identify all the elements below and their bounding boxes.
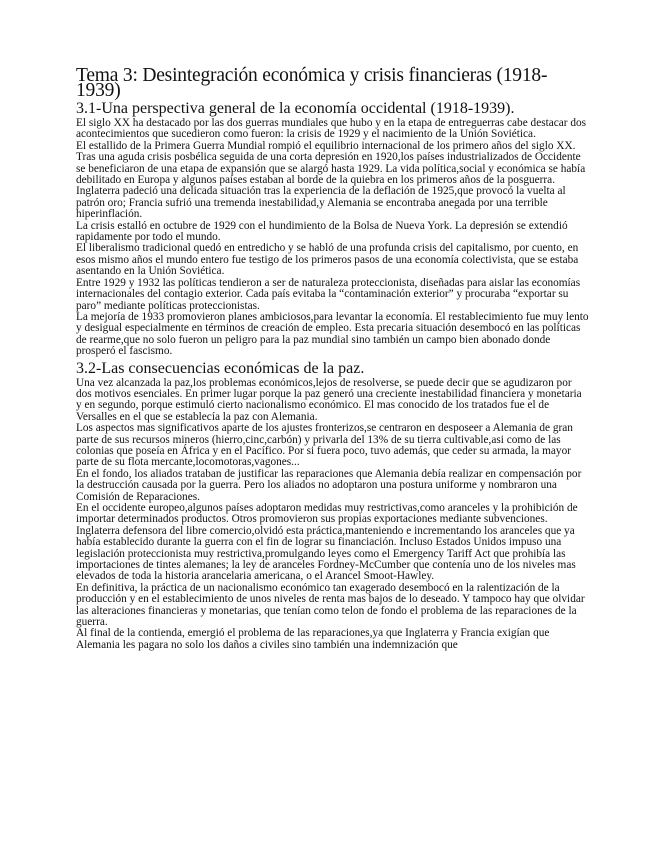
paragraph: El estallido de la Primera Guerra Mundial rompió el equilibrio internacional de los primero años del siglo XX. Tras una aguda crisis posbélica seguida de una corta depresión en 1920,los países industrializados de Occidente se beneficiaron de una etapa de expansión que se alargó hasta 1929. La vida política,social y económica se había debilitado en Europa y algunos países estaban al borde de la quiebra en los primeros años de la posguerra.: [76, 139, 586, 187]
paragraph: En definitiva, la práctica de un nacionalismo económico tan exagerado desembocó en la ralentización de la producción y en el establecimiento de unos niveles de renta mas bajos de lo deseado. Y tampoco hay que olvidar las alteraciones financieras y monetarias, que tenían como telon de fondo el problema de las reparaciones de la guerra.: [76, 581, 585, 629]
paragraph: Al final de la contienda, emergió el problema de las reparaciones,ya que Inglaterra y Francia exigían que Alemania les pagara no solo los daños a civiles sino también una indemnización que: [76, 627, 550, 651]
paragraph: Inglaterra defensora del libre comercio,olvidó esta práctica,manteniendo e incrementando los aranceles que ya había establecido durante la guerra con el fin de lograr su financiación. Incluso Estados Unidos impuso una legislación proteccionista muy restrictiva,promulgando leyes como el Emergency Tariff Act que prohibía las importaciones de tintes alemanes; la ley de aranceles Fordney-McCumber que contenía uno de los niveles mas elevados de toda la historia arancelaria americana, o el Arancel Smoot-Hawley.: [76, 524, 576, 583]
paragraph: Los aspectos mas significativos aparte de los ajustes fronterizos,se centraron en desposeer a Alemania de gran parte de sus recursos mineros (hierro,cinc,carbón) y privarla del 13% de su tierra cultivable,asi como de las colonias que poseía en África y en el Pacífico. Por si fuera poco, tuvo además, que ceder su armada, la mayor parte de su flota mercante,locomotoras,vagones...: [76, 422, 573, 469]
paragraph: Una vez alcanzada la paz,los problemas económicos,lejos de resolverse, se puede decir que se agudizaron por dos motivos esenciales. En primer lugar porque la paz generó una creciente inestabilidad financiera y monetaria y en segundo, porque estimuló cierto nacionalismo económico. El mas conocido de los tratados fue el de Versalles en el que se establecía la paz con Alemania.: [76, 376, 582, 423]
section-2-heading: 3.2-Las consecuencias económicas de la paz.: [76, 359, 365, 377]
paragraph: La mejoría de 1933 promovieron planes ambiciosos,para levantar la economía. El restablecimiento fue muy lento y desigual especialmente en términos de creación de empleo. Esta precaria situación desembocó en las políticas de rearme,que no solo fueron un peligro para la paz mundial sino también un campo bien abonado donde prosperó el fascismo.: [76, 310, 589, 358]
paragraph: En el fondo, los aliados trataban de justificar las reparaciones que Alemania debía realizar en compensación por la destrucción causada por la guerra. Pero los aliados no adoptaron una postura uniforme y nombraron una Comisión de Reparaciones.: [76, 467, 582, 503]
paragraph: En el occidente europeo,algunos países adoptaron medidas muy restrictivas,como aranceles y la prohibición de importar determinados productos. Otros promovieron sus propias exportaciones mediante subvenciones.: [76, 502, 578, 526]
section-1-heading: 3.1-Una perspectiva general de la economía occidental (1918-1939).: [76, 100, 515, 117]
paragraph: Entre 1929 y 1932 las políticas tendieron a ser de naturaleza proteccionista, diseñadas para aislar las economías internacionales del contagio exterior. Cada país evitaba la “contaminación exterior” y procuraba “exportar su paro” mediante políticas proteccionistas.: [76, 276, 581, 312]
paragraph: Inglaterra padeció una delicada situación tras la experiencia de la deflación de 1925,que provocó la vuelta al patrón oro; Francia sufrió una tremenda inestabilidad,y Alemania se encontraba anegada por una terrible hiperinflación.: [76, 185, 566, 221]
page-title: Tema 3: Desintegración económica y crisis financieras (1918-1939): [76, 65, 548, 101]
paragraph: La crisis estalló en octubre de 1929 con el hundimiento de la Bolsa de Nueva York. La depresión se extendió rapidamente por todo el mundo.: [76, 219, 568, 244]
paragraph: El siglo XX ha destacado por las dos guerras mundiales que hubo y en la etapa de entreguerras cabe destacar dos acontecimientos que sucedieron como fueron: la crisis de 1929 y el nacimiento de la Unión Soviética.: [76, 117, 587, 141]
paragraph: El liberalismo tradicional quedó en entredicho y se habló de una profunda crisis del capitalismo, por cuento, en esos mismo años el mundo entero fue testigo de los primeros pasos de una economía colectivista, que se estaba asentando en la Unión Soviética.: [76, 242, 579, 278]
